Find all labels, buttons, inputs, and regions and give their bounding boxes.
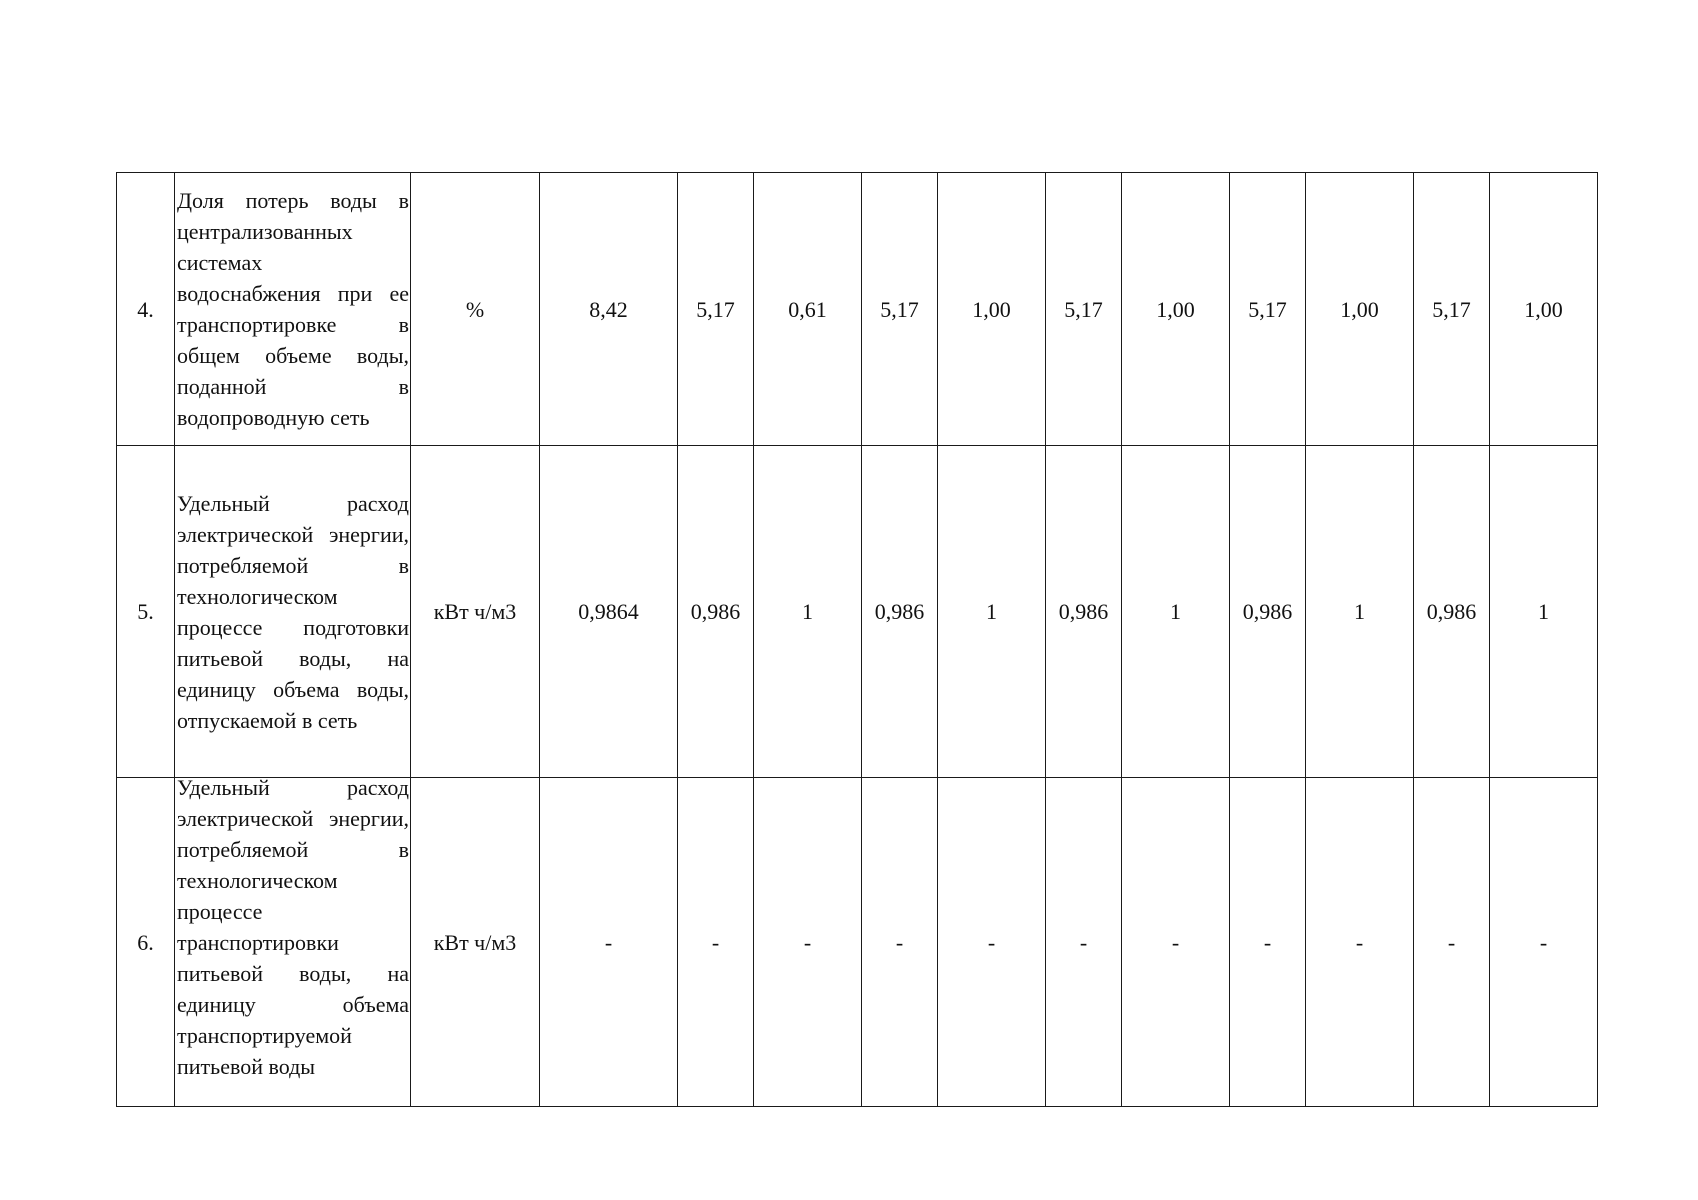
value-cell: 0,61 xyxy=(754,173,862,446)
value-cell: - xyxy=(1230,778,1306,1107)
indicators-table xyxy=(116,172,1598,1107)
row-number: 6. xyxy=(117,778,175,1107)
table-row xyxy=(117,173,1598,446)
indicator-name: Удельный расход электрической энергии, потребляемой в технологическом процессе транспортировки питьевой воды, на единицу объема транспортируемой питьевой воды xyxy=(177,777,409,1079)
value-cell: - xyxy=(1490,778,1598,1107)
value-cell: 0,986 xyxy=(1414,446,1490,778)
row-number: 5. xyxy=(117,446,175,778)
value-cell: - xyxy=(1122,778,1230,1107)
value-cell: 1 xyxy=(938,446,1046,778)
table-row xyxy=(117,778,1598,1107)
value-cell: 5,17 xyxy=(1046,173,1122,446)
value-cell: - xyxy=(1046,778,1122,1107)
value-cell: 1,00 xyxy=(1490,173,1598,446)
value-cell: 1 xyxy=(1490,446,1598,778)
value-cell: 5,17 xyxy=(678,173,754,446)
value-cell: 8,42 xyxy=(540,173,678,446)
value-cell: 0,986 xyxy=(1230,446,1306,778)
value-cell: 5,17 xyxy=(1230,173,1306,446)
value-cell: - xyxy=(540,778,678,1107)
value-cell: - xyxy=(1306,778,1414,1107)
unit-cell: кВт ч/м3 xyxy=(411,446,540,778)
value-cell: 1,00 xyxy=(1122,173,1230,446)
unit-cell: кВт ч/м3 xyxy=(411,778,540,1107)
value-cell: 1 xyxy=(1306,446,1414,778)
value-cell: - xyxy=(862,778,938,1107)
value-cell: - xyxy=(938,778,1046,1107)
indicator-name-cell xyxy=(175,446,411,778)
value-cell: 0,986 xyxy=(862,446,938,778)
value-cell: - xyxy=(678,778,754,1107)
value-cell: - xyxy=(754,778,862,1107)
table-row xyxy=(117,446,1598,778)
value-cell: 1,00 xyxy=(938,173,1046,446)
value-cell: 1 xyxy=(1122,446,1230,778)
value-cell: 5,17 xyxy=(1414,173,1490,446)
unit-cell: % xyxy=(411,173,540,446)
value-cell: 0,986 xyxy=(678,446,754,778)
value-cell: 1 xyxy=(754,446,862,778)
value-cell: 1,00 xyxy=(1306,173,1414,446)
row-number: 4. xyxy=(117,173,175,446)
indicator-name-cell xyxy=(175,173,411,446)
value-cell: - xyxy=(1414,778,1490,1107)
indicator-name: Доля потерь воды в централизованных системах водоснабжения при ее транспортировке в общем объеме воды, поданной в водопроводную сеть xyxy=(177,188,409,430)
indicator-name-cell xyxy=(175,778,411,1107)
value-cell: 0,986 xyxy=(1046,446,1122,778)
value-cell: 0,9864 xyxy=(540,446,678,778)
indicator-name: Удельный расход электрической энергии, потребляемой в технологическом процессе подготовки питьевой воды, на единицу объема воды, отпускаемой в сеть xyxy=(177,490,409,733)
value-cell: 5,17 xyxy=(862,173,938,446)
